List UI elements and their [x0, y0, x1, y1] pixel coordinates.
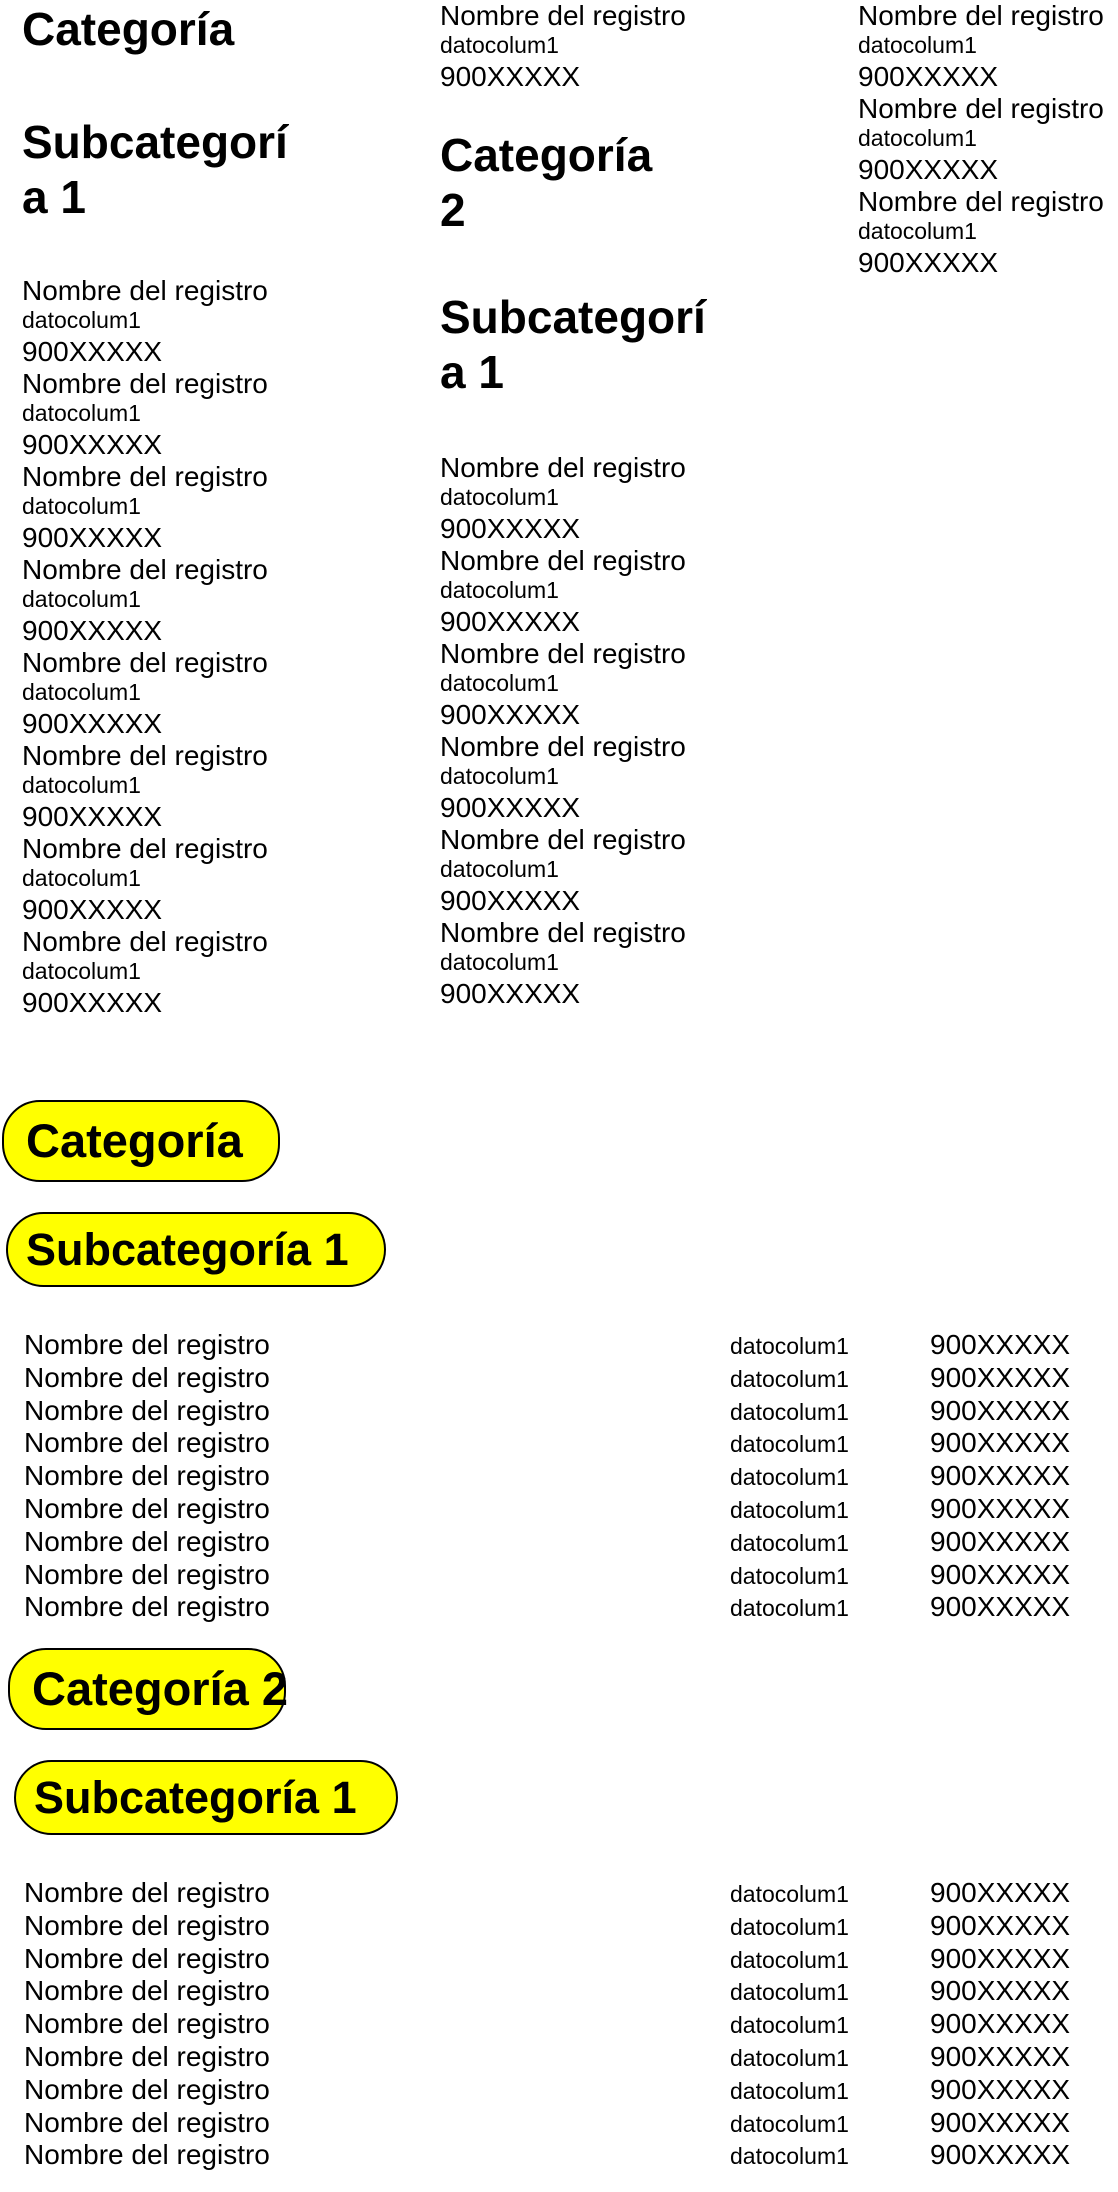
- row-phone: 900XXXXX: [930, 1558, 1071, 1590]
- record-name: Nombre del registro: [22, 368, 268, 399]
- record: [440, 638, 740, 731]
- record-name: Nombre del registro: [858, 0, 1104, 31]
- table-row: [0, 1909, 1118, 1942]
- row-datocolum: datocolum1: [730, 1881, 849, 1907]
- table-row: [0, 1459, 1118, 1492]
- row-phone: 900XXXXX: [930, 1492, 1071, 1524]
- record: [22, 647, 322, 740]
- record: [22, 554, 322, 647]
- row-datocolum: datocolum1: [730, 2110, 849, 2137]
- record-name: Nombre del registro: [440, 731, 686, 762]
- subcategory-title: [22, 115, 292, 225]
- record: [22, 926, 322, 1019]
- list-layout: [0, 1100, 1118, 2192]
- record-phone: 900XXXXX: [22, 987, 163, 1018]
- record: [440, 824, 740, 917]
- row-datocolum: datocolum1: [730, 2044, 849, 2071]
- record-phone: 900XXXXX: [22, 615, 163, 646]
- record-phone: 900XXXXX: [440, 606, 581, 637]
- category-pill: Categoría 2: [8, 1648, 286, 1730]
- record-name: Nombre del registro: [22, 740, 268, 771]
- record-datocolum: datocolum1: [440, 856, 559, 882]
- row-datocolum: datocolum1: [730, 1562, 849, 1589]
- row-name: Nombre del registro: [24, 2073, 270, 2105]
- table-row: [0, 2138, 1118, 2171]
- row-name: Nombre del registro: [24, 1394, 270, 1426]
- row-name: Nombre del registro: [24, 1361, 270, 1393]
- row-name: Nombre del registro: [24, 1975, 270, 2007]
- record: [440, 917, 740, 1010]
- record-datocolum: datocolum1: [22, 772, 141, 798]
- row-name: Nombre del registro: [24, 1909, 270, 1941]
- table-row: [0, 1426, 1118, 1459]
- record-phone: 900XXXXX: [440, 885, 581, 916]
- row-phone: 900XXXXX: [930, 1361, 1071, 1393]
- row-name: Nombre del registro: [24, 2008, 270, 2040]
- record-datocolum: datocolum1: [440, 484, 559, 510]
- row-datocolum: datocolum1: [730, 1496, 849, 1523]
- row-name: Nombre del registro: [24, 2106, 270, 2138]
- record-name: Nombre del registro: [440, 545, 686, 576]
- row-phone: 900XXXXX: [930, 1394, 1071, 1426]
- three-column-layout: [0, 0, 1118, 1040]
- table-row: [0, 2106, 1118, 2139]
- table-row: [0, 1558, 1118, 1591]
- record: [440, 731, 740, 824]
- row-phone: 900XXXXX: [930, 1942, 1071, 1974]
- record-list: [22, 275, 322, 1019]
- row-name: Nombre del registro: [24, 1591, 270, 1623]
- row-phone: 900XXXXX: [930, 1460, 1071, 1492]
- record-phone: 900XXXXX: [22, 708, 163, 739]
- record: [858, 0, 1118, 93]
- record-phone: 900XXXXX: [858, 154, 999, 185]
- record-datocolum: datocolum1: [440, 670, 559, 696]
- table-row: [0, 1974, 1118, 2007]
- record: [858, 186, 1118, 279]
- column-3: [858, 0, 1118, 279]
- record-name: Nombre del registro: [440, 452, 686, 483]
- row-datocolum: datocolum1: [730, 2012, 849, 2039]
- table-row: [0, 2040, 1118, 2073]
- record-phone: 900XXXXX: [22, 336, 163, 367]
- record-name: Nombre del registro: [440, 824, 686, 855]
- row-datocolum: datocolum1: [730, 1979, 849, 2006]
- row-phone: 900XXXXX: [930, 1525, 1071, 1557]
- table-row: [0, 1525, 1118, 1558]
- record-name: Nombre del registro: [22, 833, 268, 864]
- row-name: Nombre del registro: [24, 1525, 270, 1557]
- record-phone: 900XXXXX: [22, 894, 163, 925]
- record-phone: 900XXXXX: [440, 699, 581, 730]
- record: [440, 545, 740, 638]
- record-phone: 900XXXXX: [440, 792, 581, 823]
- record-datocolum: datocolum1: [22, 586, 141, 612]
- record-name: Nombre del registro: [440, 638, 686, 669]
- table-row: [0, 1942, 1118, 1975]
- record: [22, 461, 322, 554]
- row-datocolum: datocolum1: [730, 1913, 849, 1940]
- record-name: Nombre del registro: [22, 461, 268, 492]
- record-datocolum: datocolum1: [22, 400, 141, 426]
- subcategory-title: [440, 290, 710, 400]
- record-datocolum: datocolum1: [22, 958, 141, 984]
- table-row: [0, 2007, 1118, 2040]
- subcategory-pill: Subcategoría 1: [6, 1212, 386, 1287]
- record-list: [858, 0, 1118, 279]
- record-name: Nombre del registro: [22, 926, 268, 957]
- table-row: [0, 1361, 1118, 1394]
- row-name: Nombre del registro: [24, 1329, 270, 1360]
- row-datocolum: datocolum1: [730, 1464, 849, 1491]
- record-phone: 900XXXXX: [440, 513, 581, 544]
- records-table: [0, 1876, 1118, 2171]
- record-phone: 900XXXXX: [22, 801, 163, 832]
- column-2: [440, 0, 740, 1010]
- column-1: [22, 0, 322, 1019]
- table-row: [0, 1394, 1118, 1427]
- record-phone: 900XXXXX: [440, 61, 581, 92]
- table-row: [0, 1492, 1118, 1525]
- row-phone: 900XXXXX: [930, 1329, 1071, 1360]
- row-name: Nombre del registro: [24, 2139, 270, 2171]
- row-datocolum: datocolum1: [730, 1431, 849, 1458]
- record: [22, 275, 322, 368]
- record-datocolum: datocolum1: [440, 577, 559, 603]
- row-datocolum: datocolum1: [730, 1398, 849, 1425]
- row-phone: 900XXXXX: [930, 2008, 1071, 2040]
- row-phone: 900XXXXX: [930, 2040, 1071, 2072]
- row-phone: 900XXXXX: [930, 2073, 1071, 2105]
- record: [440, 0, 740, 93]
- row-phone: 900XXXXX: [930, 1877, 1071, 1908]
- row-phone: 900XXXXX: [930, 2139, 1071, 2171]
- row-name: Nombre del registro: [24, 1877, 270, 1908]
- row-phone: 900XXXXX: [930, 2106, 1071, 2138]
- row-name: Nombre del registro: [24, 1427, 270, 1459]
- record: [22, 740, 322, 833]
- record-name: Nombre del registro: [440, 0, 686, 31]
- table-row: [0, 1876, 1118, 1909]
- record: [22, 833, 322, 926]
- record-phone: 900XXXXX: [22, 429, 163, 460]
- record-list: [440, 452, 740, 1010]
- record-datocolum: datocolum1: [858, 218, 977, 244]
- row-phone: 900XXXXX: [930, 1909, 1071, 1941]
- subcategory-title-line-2: a 1: [440, 346, 504, 398]
- row-datocolum: datocolum1: [730, 1365, 849, 1392]
- record-name: Nombre del registro: [858, 93, 1104, 124]
- record-datocolum: datocolum1: [440, 949, 559, 975]
- record-datocolum: datocolum1: [22, 865, 141, 891]
- record-name: Nombre del registro: [22, 554, 268, 585]
- row-name: Nombre del registro: [24, 1460, 270, 1492]
- row-datocolum: datocolum1: [730, 1529, 849, 1556]
- record-datocolum: datocolum1: [440, 763, 559, 789]
- record-datocolum: datocolum1: [440, 32, 559, 58]
- record-name: Nombre del registro: [22, 275, 268, 306]
- row-name: Nombre del registro: [24, 1492, 270, 1524]
- row-datocolum: datocolum1: [730, 1946, 849, 1973]
- table-row: [0, 2073, 1118, 2106]
- category-title-line-1: Categoría: [440, 129, 653, 181]
- table-row: [0, 1328, 1118, 1361]
- record-name: Nombre del registro: [440, 917, 686, 948]
- row-name: Nombre del registro: [24, 1558, 270, 1590]
- row-name: Nombre del registro: [24, 1942, 270, 1974]
- category-title-line-2: 2: [440, 184, 466, 236]
- category-title: [440, 128, 710, 238]
- category-title: Categoría: [22, 3, 235, 55]
- subcategory-pill: Subcategoría 1: [14, 1760, 398, 1835]
- record: [858, 93, 1118, 186]
- record-datocolum: datocolum1: [22, 493, 141, 519]
- record-datocolum: datocolum1: [22, 307, 141, 333]
- records-table: [0, 1328, 1118, 1623]
- record: [22, 368, 322, 461]
- row-datocolum: datocolum1: [730, 2143, 849, 2170]
- row-phone: 900XXXXX: [930, 1427, 1071, 1459]
- subcategory-title-line-1: Subcategorí: [440, 291, 706, 343]
- record-datocolum: datocolum1: [858, 32, 977, 58]
- subcategory-title-line-2: a 1: [22, 171, 86, 223]
- record-phone: 900XXXXX: [22, 522, 163, 553]
- record-name: Nombre del registro: [22, 647, 268, 678]
- row-datocolum: datocolum1: [730, 1595, 849, 1622]
- row-datocolum: datocolum1: [730, 1333, 849, 1359]
- row-phone: 900XXXXX: [930, 1975, 1071, 2007]
- record: [440, 452, 740, 545]
- record-phone: 900XXXXX: [858, 61, 999, 92]
- category-pill: Categoría: [2, 1100, 280, 1182]
- record-datocolum: datocolum1: [22, 679, 141, 705]
- row-phone: 900XXXXX: [930, 1591, 1071, 1623]
- table-row: [0, 1590, 1118, 1623]
- record-phone: 900XXXXX: [858, 247, 999, 278]
- row-name: Nombre del registro: [24, 2040, 270, 2072]
- record-name: Nombre del registro: [858, 186, 1104, 217]
- record-phone: 900XXXXX: [440, 978, 581, 1009]
- record-datocolum: datocolum1: [858, 125, 977, 151]
- row-datocolum: datocolum1: [730, 2077, 849, 2104]
- subcategory-title-line-1: Subcategorí: [22, 116, 288, 168]
